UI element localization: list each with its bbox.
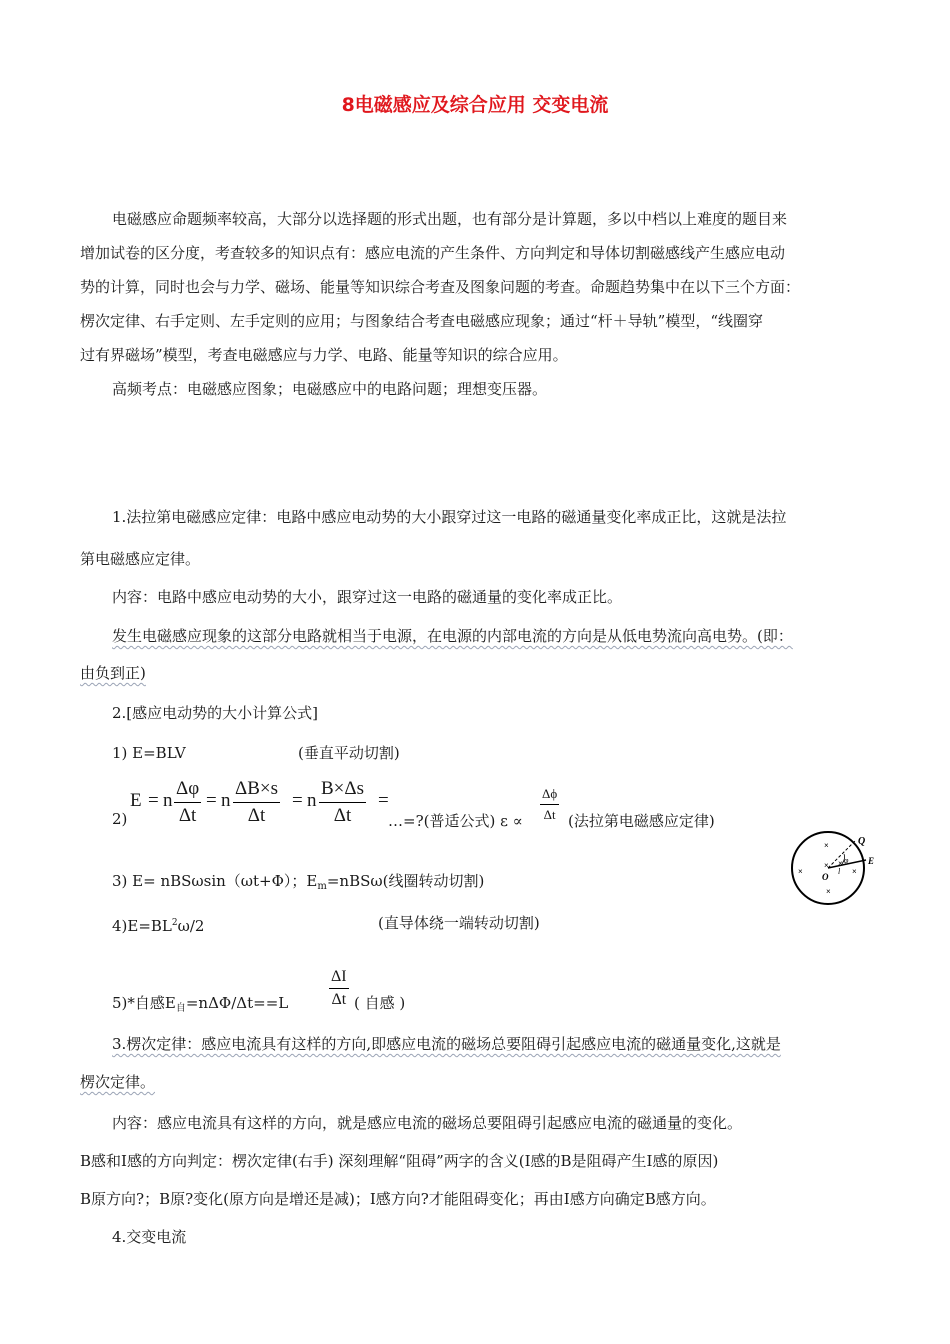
s2-heading: 2.[感应电动势的大小计算公式] [112, 704, 319, 722]
frac-5-denominator: Δt [331, 991, 347, 1008]
cross-mark: × [838, 859, 843, 868]
formula-3 [112, 864, 484, 904]
formula-4-tail: ω/2 [177, 917, 205, 935]
s1-line-1: 1.法拉第电磁感应定律：电路中感应电动势的大小跟穿过这一电路的磁通量变化率成正比，这就是法拉 [112, 508, 787, 526]
s1-wavy-line-1: 发生电磁感应现象的这部分电路就相当于电源，在电源的内部电流的方向是从低电势流向高电势。(即： [112, 627, 793, 645]
label-l: l [838, 867, 841, 876]
frac-4-numerator: Δϕ [540, 784, 559, 805]
formula-2-frac-4 [540, 784, 559, 825]
formula-5-text: 5)*自感E [112, 994, 176, 1012]
formula-2-n-1: n [163, 790, 173, 811]
frac-3-numerator: B×Δs [319, 776, 366, 803]
formula-1: 1) E=BLV [112, 744, 186, 762]
s3-line-2: B原方向?；B原?变化(原方向是增还是减)；I感方向?才能阻碍变化；再由I感方向确定B感方向。 [80, 1190, 716, 1208]
s3-content: 内容：感应电流具有这样的方向，就是感应电流的磁场总要阻碍引起感应电流的磁通量的变化。 [112, 1114, 743, 1132]
formula-5-frac [329, 966, 349, 1011]
formula-2-n-3: n [307, 790, 317, 811]
s3-wavy-line-2: 楞次定律。 [80, 1073, 156, 1091]
formula-5 [112, 986, 288, 1026]
formula-4-sup: 2 [171, 918, 178, 928]
cross-mark: × [826, 887, 831, 896]
s3-line-1: B感和I感的方向判定：楞次定律(右手) 深刻理解“阻碍”两字的含义(I感的B是阻碍产生I感的原因) [80, 1152, 719, 1170]
s1-wavy-line-2: 由负到正) [80, 664, 146, 682]
label-e: E [868, 856, 875, 866]
intro-line-1: 电磁感应命题频率较高，大部分以选择题的形式出题，也有部分是计算题，多以中档以上难度的题目来 [112, 210, 788, 228]
frac-1-denominator: Δt [178, 805, 197, 826]
intro-line-6: 高频考点：电磁感应图象；电磁感应中的电路问题；理想变压器。 [112, 380, 548, 398]
formula-2-label: 2) [112, 810, 128, 828]
frac-4-denominator: Δt [543, 807, 556, 822]
formula-2-frac-3 [319, 776, 366, 829]
formula-1-note: (垂直平动切割) [298, 744, 400, 762]
formula-2-note: (法拉第电磁感应定律) [568, 812, 715, 830]
s4-heading: 4.交变电流 [112, 1228, 187, 1246]
formula-3-sub: m [317, 881, 327, 892]
formula-5-note: ( 自感 ) [354, 994, 406, 1012]
label-o: O [822, 872, 829, 882]
formula-2-n-2: n [221, 790, 231, 811]
s1-line-2: 第电磁感应定律。 [80, 550, 201, 568]
frac-2-numerator: ΔB×s [233, 776, 280, 803]
formula-2-tail: …=?(普适公式) ε ∝ [388, 812, 523, 830]
page-title: 8电磁感应及综合应用 交变电流 [341, 94, 609, 116]
s1-content: 内容：电路中感应电动势的大小，跟穿过这一电路的磁通量的变化率成正比。 [112, 588, 623, 606]
cross-mark: × [798, 867, 803, 876]
intro-line-5: 过有界磁场”模型，考查电磁感应与力学、电路、能量等知识的综合应用。 [80, 346, 568, 364]
formula-2-eq-1: = [148, 790, 159, 811]
intro-line-4: 楞次定律、右手定则、左手定则的应用；与图象结合考查电磁感应现象；通过“杆＋导轨”模型，“线圈穿 [80, 312, 764, 330]
formula-3-text: 3) E= nBSωsin（ωt+Φ）；E [112, 872, 318, 890]
formula-2-frac-1 [174, 776, 201, 829]
formula-3-tail: =nBSω(线圈转动切割) [326, 872, 485, 890]
rotating-rod-diagram [786, 830, 878, 910]
formula-2-eq-3: = [292, 790, 303, 811]
label-phi: φ [844, 856, 849, 865]
formula-2-eq-2: = [206, 790, 217, 811]
frac-3-denominator: Δt [333, 805, 352, 826]
frac-2-denominator: Δt [247, 805, 266, 826]
s3-wavy-line-1: 3.楞次定律：感应电流具有这样的方向,即感应电流的磁场总要阻碍引起感应电流的磁通量变化,这就是 [112, 1035, 781, 1053]
frac-1-numerator: Δφ [174, 776, 201, 803]
cross-mark: × [824, 861, 829, 870]
formula-5-mid: =nΔΦ/Δt==L [185, 994, 289, 1012]
intro-line-3: 势的计算，同时也会与力学、磁场、能量等知识综合考查及图象问题的考查。命题趋势集中在以下三个方面： [80, 278, 801, 296]
formula-5-sub: 自 [175, 1003, 186, 1014]
formula-2-frac-2 [233, 776, 280, 829]
formula-4-note: (直导体绕一端转动切割) [378, 914, 540, 932]
formula-2-eq-4: = [378, 790, 389, 811]
cross-mark: × [852, 867, 857, 876]
label-q: Q [858, 836, 866, 847]
formula-4-text: 4)E=BL [112, 917, 172, 935]
frac-5-numerator: ΔI [329, 966, 349, 989]
formula-4 [112, 906, 204, 943]
cross-mark: × [824, 841, 829, 850]
formula-2-e: E [130, 790, 142, 811]
intro-line-2: 增加试卷的区分度，考查较多的知识点有：感应电流的产生条件、方向判定和导体切割磁感线产生感应电动 [80, 244, 786, 262]
